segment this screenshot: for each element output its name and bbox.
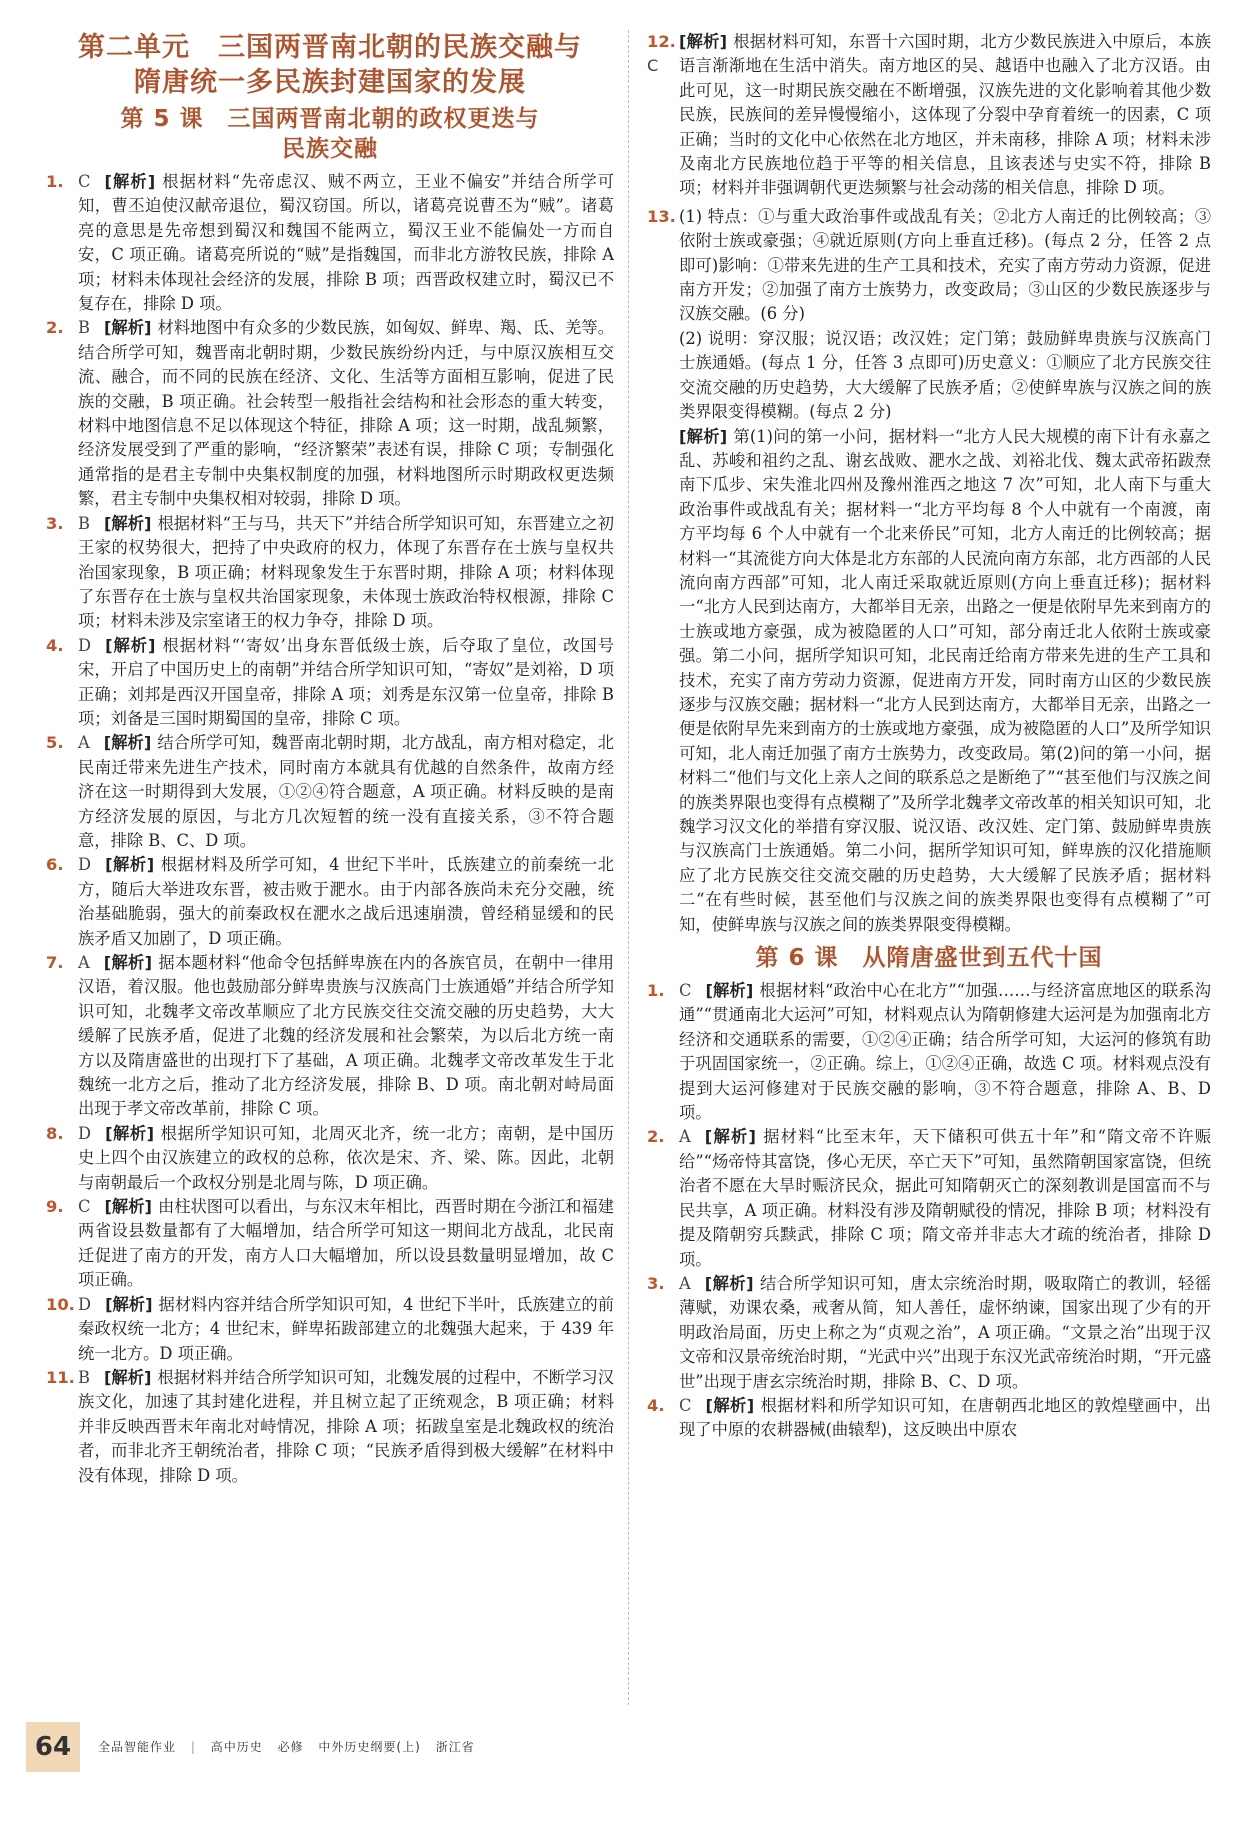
answer-item xyxy=(46,951,614,1122)
item-answer: B xyxy=(78,318,90,338)
item-number: 1. xyxy=(647,981,665,1001)
answer-item-12 xyxy=(647,30,1211,201)
item-number: 4. xyxy=(647,1395,665,1415)
footer-book: 中外历史纲要(上) xyxy=(318,1740,421,1754)
item-text: 根据材料“先帝虑汉、贼不两立，王业不偏安”并结合所学可知，曹丕迫使汉献帝退位，蜀汉窃国。所以，诸葛亮说曹丕为“贼”。诸葛亮的意思是先帝想到蜀汉和魏国不能两立，蜀汉王业不能偏处一方而自安，C 项正确。诸葛亮所说的“贼”是指魏国，而非北方游牧民族，排除 A 项；材料未体现社会经济的发展，排除 B 项；西晋政权建立时，蜀汉已不复存在，排除 D 项。 xyxy=(78,172,614,314)
item-answer: C xyxy=(78,1197,91,1217)
unit-title-line-2: 隋唐统一多民族封建国家的发展 xyxy=(134,67,526,98)
item-text: 结合所学知识可知，唐太宗统治时期，吸取隋亡的教训，轻徭薄赋，劝课农桑，戒奢从简，知人善任，虚怀纳谏，国家出现了少有的开明政治局面，历史上称之为“贞观之治”，A 项正确。“文景之治”出现于汉文帝和汉景帝统治时期，“光武中兴”出现于东汉光武帝统治时期，“开元盛世”出现于唐玄宗统治时期，排除 B、C、D 项。 xyxy=(679,1273,1211,1391)
analysis-tag: [解析] xyxy=(704,1273,754,1293)
answer-item xyxy=(46,634,614,732)
item-answer: D xyxy=(78,635,92,655)
answer-item-13 xyxy=(647,205,1211,327)
right-column xyxy=(647,30,1211,1443)
answer-item xyxy=(647,1394,1211,1443)
item-answer: D xyxy=(78,1294,92,1314)
item-answer: C xyxy=(647,56,659,76)
analysis-tag: [解析] xyxy=(105,1294,153,1314)
lesson-5-answer-list xyxy=(46,170,614,1488)
item-13-analysis xyxy=(647,425,1211,938)
footer-brand: 全品智能作业 xyxy=(98,1740,177,1754)
item-number: 8. xyxy=(46,1123,64,1143)
analysis-tag: [解析] xyxy=(105,1123,155,1143)
item-body xyxy=(78,316,614,511)
answer-item xyxy=(46,316,614,511)
item-answer: C xyxy=(78,172,91,191)
item-text: 据本题材料“他命令包括鲜卑族在内的各族官员，在朝中一律用汉语，着汉服。他也鼓励部分鲜卑贵族与汉族高门士族通婚”并结合所学知识可知，北魏孝文帝改革顺应了北方民族交往交流交融的历史趋势，大大缓解了民族矛盾，促进了北魏的经济发展和社会繁荣，为以后北方统一南方以及隋唐盛世的出现打下了基础，A 项正确。北魏孝文帝改革发生于北魏统一北方之后，推动了北方经济发展，排除 B、D 项。南北朝对峙局面出现于孝文帝改革前，排除 C 项。 xyxy=(78,953,615,1119)
item-number: 10. xyxy=(46,1294,75,1314)
answer-item xyxy=(46,170,614,316)
footer-info xyxy=(98,1738,485,1755)
item-text: 根据所学知识可知，北周灭北齐，统一北方；南朝，是中国历史上四个由汉族建立的政权的总称，依次是宋、齐、梁、陈。因此，北朝与南朝最后一个政权分别是北周与陈，D 项正确。 xyxy=(78,1123,614,1192)
item-number: 3. xyxy=(46,513,64,533)
item-body xyxy=(78,951,614,1122)
item-number: 13. xyxy=(647,206,676,226)
item-body xyxy=(679,1272,1211,1394)
item-number: 7. xyxy=(46,953,64,972)
item-answer: A xyxy=(78,953,90,972)
answer-item xyxy=(46,731,614,853)
item-text: 材料地图中有众多的少数民族，如匈奴、鲜卑、羯、氐、羌等。结合所学可知，魏晋南北朝时期，少数民族纷纷内迁，与中原汉族相互交流、融合，而不同的民族在经济、文化、生活等方面相互影响，促进了民族的交融，B 项正确。社会转型一般指社会结构和社会形态的重大转变，材料中地图信息不足以体现这个特征，排除 A 项；这一时期，战乱频繁，经济发展受到了严重的影响，“经济繁荣”表述有误，排除 C 项；专制强化通常指的是君主专制中央集权制度的加强，材料地图所示时期政权更迭频繁，君主专制中央集权相对较弱，排除 D 项。 xyxy=(78,318,614,509)
answer-item xyxy=(46,1366,614,1488)
item-13-analysis-text: 第(1)问的第一小问，据材料一“北方人民大规模的南下计有永嘉之乱、苏峻和祖约之乱、谢玄战败、淝水之战、刘裕北伐、魏太武帝拓跋焘南下瓜步、宋失淮北四州及豫州淮西之地这 7 次”可知，北人南下与重大政治事件或战乱有关；据材料一“北方平均每 8 个人中就有一个南渡，南方平均每 6 个人中就有一个北来侨民”可知，北方人南迁的比例较高；据材料一“其流徙方向大体是北方东部的人民流向南方东部，北方西部的人民流向南方西部”可知，北人南迁采取就近原则(方向上垂直迁移)；据材料一“北方人民到达南方，大都举目无亲，出路之一便是依附早先来到南方的士族或地方豪强，成为被隐匿的人口”可知，部分南迁北人依附士族或豪强。第二小问，据所学知识可知，北民南迁给南方带来先进的生产工具和技术，充实了南方劳动力资源，促进南方开发，同时南方山区的少数民族逐步与汉族交融；据材料一“北方人民到达南方，大都举目无亲，出路之一便是依附早先来到南方的士族或地方豪强，成为被隐匿的人口”及所学知识可知，北人南迁加强了南方士族势力，改变政局。第(2)问的第一小问，据材料二“他们与文化上亲人之间的联系总之是断绝了”“甚至他们与汉族之间的族类界限也变得有点模糊了”及所学北魏孝文帝改革的相关知识可知，北魏学习汉文化的举措有穿汉服、说汉语、改汉姓、定门第、鼓励鲜卑贵族与汉族高门士族通婚。第二小问，据所学知识可知，鲜卑族的汉化措施顺应了北方民族交往交流交融的历史趋势，大大缓解了民族矛盾；据材料二“在有些时候，甚至他们与汉族之间的族类界限也变得有点模糊了”可知，使鲜卑族与汉族之间的族类界限变得模糊。 xyxy=(679,426,1211,934)
footer-grade: 必修 xyxy=(277,1740,304,1754)
analysis-tag: [解析] xyxy=(704,1127,756,1147)
analysis-tag: [解析] xyxy=(679,32,728,51)
item-13-part-1: (1) 特点：①与重大政治事件或战乱有关；②北方人南迁的比例较高；③依附士族或豪强；④就近原则(方向上垂直迁移)。(每点 2 分，任答 2 点即可)影响：①带来先进的生产工具和技术，充实了南方劳动力资源，促进南方开发；②加强了南方士族势力，改变政局；③山区的少数民族逐步与汉族交融。(6 分) xyxy=(679,206,1211,324)
lesson-6-title: 第 6 课 从隋唐盛世到五代十国 xyxy=(755,945,1103,972)
answer-item xyxy=(46,1122,614,1195)
item-answer: A xyxy=(679,1273,691,1293)
item-body xyxy=(78,731,614,853)
item-body xyxy=(679,1125,1211,1271)
answer-item xyxy=(46,1293,614,1366)
item-body xyxy=(78,170,614,316)
analysis-tag: [解析] xyxy=(105,635,156,655)
item-body xyxy=(679,30,1211,201)
item-text: 根据材料并结合所学知识可知，北魏发展的过程中，不断学习汉族文化，加速了其封建化进程，并且树立起了正统观念，B 项正确；材料并非反映西晋末年南北对峙情况，排除 A 项；拓跋皇室是北魏政权的统治者，而非北齐王朝统治者，排除 C 项；“民族矛盾得到极大缓解”在材料中没有体现，排除 D 项。 xyxy=(78,1367,614,1485)
item-body xyxy=(78,853,614,951)
item-answer: A xyxy=(679,1127,691,1147)
item-number: 1. xyxy=(46,172,64,191)
footer-separator: | xyxy=(190,1740,196,1754)
item-number: 12. C xyxy=(647,32,676,76)
item-text: 根据材料“王与马，共天下”并结合所学知识可知，东晋建立之初王家的权势很大，把持了中央政府的权力，体现了东晋存在士族与皇权共治国家现象，B 项正确；材料现象发生于东晋时期，排除 A 项；材料体现了东晋存在士族与皇权共治国家现象，未体现士族政治特权根源，排除 C 项；材料未涉及宗室诸王的权力争夺，排除 D 项。 xyxy=(78,513,614,631)
item-body xyxy=(78,1122,614,1195)
unit-title-line-1: 第二单元 三国两晋南北朝的民族交融与 xyxy=(78,32,582,63)
item-text: 根据材料和所学知识可知，在唐朝西北地区的敦煌壁画中，出现了中原的农耕器械(曲辕犁)，这反映出中原农 xyxy=(679,1395,1211,1440)
analysis-tag: [解析] xyxy=(103,318,152,338)
footer-province: 浙江省 xyxy=(435,1740,475,1754)
item-text: 根据材料及所学可知，4 世纪下半叶，氐族建立的前秦统一北方，随后大举进攻东晋，被击败于淝水。由于内部各族尚未充分交融，统治基础脆弱，强大的前秦政权在淝水之战后迅速崩溃，曾经稍显缓和的民族矛盾又加剧了，D 项正确。 xyxy=(78,855,614,948)
analysis-tag: [解析] xyxy=(104,1197,152,1217)
item-text: 根据材料“‘寄奴’出身东晋低级士族，后夺取了皇位，改国号宋，开启了中国历史上的南朝”并结合所学知识可知，“寄奴”是刘裕，D 项正确；刘邦是西汉开国皇帝，排除 A 项；刘秀是东汉第一位皇帝，排除 B 项；刘备是三国时期蜀国的皇帝，排除 C 项。 xyxy=(78,635,614,728)
item-body xyxy=(679,1394,1211,1443)
analysis-tag: [解析] xyxy=(103,733,152,753)
item-text: 根据材料“政治中心在北方”“加强……与经济富庶地区的联系沟通”“贯通南北大运河”可知，材料观点认为隋朝修建大运河是为加强南北方经济和交通联系的需要，①②④正确；结合所学可知，大运河的修筑有助于巩固国家统一，②正确。综上，①②④正确，故选 C 项。材料观点没有提到大运河修建对于民族交融的影响，③不符合题意，排除 A、B、D 项。 xyxy=(679,981,1211,1123)
analysis-tag: [解析] xyxy=(103,953,153,972)
page-footer xyxy=(26,1722,1226,1782)
item-body xyxy=(78,634,614,732)
analysis-tag: [解析] xyxy=(103,1367,152,1387)
item-number: 3. xyxy=(647,1273,665,1293)
item-number: 5. xyxy=(46,733,64,753)
item-answer: D xyxy=(78,1123,92,1143)
item-number: 2. xyxy=(647,1127,665,1147)
item-body xyxy=(78,1366,614,1488)
answer-item xyxy=(46,1195,614,1293)
item-number: 2. xyxy=(46,318,64,338)
answer-item xyxy=(46,853,614,951)
lesson-5-title-line-2: 民族交融 xyxy=(282,136,378,162)
column-divider xyxy=(628,30,629,1705)
analysis-tag: [解析] xyxy=(705,981,754,1001)
item-answer: C xyxy=(679,981,692,1001)
item-answer: A xyxy=(78,733,90,753)
analysis-tag: [解析] xyxy=(104,172,156,191)
unit-title xyxy=(46,30,614,100)
lesson-5-title xyxy=(46,104,614,164)
footer-subject: 高中历史 xyxy=(210,1740,263,1754)
item-text: 由柱状图可以看出，与东汉末年相比，西晋时期在今浙江和福建两省设县数量都有了大幅增加，结合所学可知这一期间北方战乱，北民南迁促进了南方的开发，南方人口大幅增加，所以设县数量明显增加，故 C 项正确。 xyxy=(78,1197,614,1290)
item-body xyxy=(78,512,614,634)
item-text: 结合所学可知，魏晋南北朝时期，北方战乱，南方相对稳定，北民南迁带来先进生产技术，同时南方本就具有优越的自然条件，故南方经济在这一时期得到大发展，①②④符合题意，A 项正确。材料反映的是南方经济发展的原因，与北方几次短暂的统一没有直接关系，③不符合题意，排除 B、C、D 项。 xyxy=(78,733,614,850)
item-body xyxy=(78,1293,614,1366)
item-number: 4. xyxy=(46,635,64,655)
item-text: 根据材料可知，东晋十六国时期，北方少数民族进入中原后，本族语言渐渐地在生活中消失。南方地区的吴、越语中也融入了北方汉语。由此可见，这一时期民族交融在不断增强，汉族先进的文化影响着其他少数民族，民族间的差异慢慢缩小，这体现了分裂中孕育着统一的因素，C 项正确；当时的文化中心依然在北方地区，并未南移，排除 A 项；材料未涉及南北方民族地位趋于平等的相关信息，且该表述与史实不符，排除 B 项；材料并非强调朝代更迭频繁与社会动荡的相关信息，排除 D 项。 xyxy=(679,32,1211,198)
left-column xyxy=(46,30,614,1488)
analysis-tag: [解析] xyxy=(105,855,155,875)
item-answer: B xyxy=(78,513,90,533)
item-body xyxy=(679,979,1211,1125)
item-text: 据材料内容并结合所学知识可知，4 世纪下半叶，氐族建立的前秦政权统一北方；4 世纪末，鲜卑拓跋部建立的北魏强大起来，于 439 年统一北方。D 项正确。 xyxy=(78,1294,614,1363)
item-number: 6. xyxy=(46,855,64,875)
item-number: 11. xyxy=(46,1367,75,1387)
page-number: 64 xyxy=(26,1722,80,1772)
item-answer: B xyxy=(78,1367,90,1387)
item-answer: D xyxy=(78,855,92,875)
analysis-tag: [解析] xyxy=(103,513,152,533)
answer-item xyxy=(647,979,1211,1125)
lesson-6-answer-list xyxy=(647,979,1211,1443)
answer-item xyxy=(46,512,614,634)
item-text: 据材料“比至末年，天下储积可供五十年”和“隋文帝不许赈给”“炀帝恃其富饶，侈心无厌，卒亡天下”可知，虽然隋朝国家富饶，但统治者不愿在大旱时赈济民众，据此可知隋朝灭亡的深刻教训是国富而不与民共享，A 项正确。材料没有涉及隋朝赋役的情况，排除 B 项；材料没有提及隋朝穷兵黩武，排除 C 项；隋文帝并非志大才疏的统治者，排除 D 项。 xyxy=(679,1127,1211,1269)
item-body xyxy=(78,1195,614,1293)
item-number: 9. xyxy=(46,1197,64,1217)
item-13-part-2: (2) 说明：穿汉服；说汉语；改汉姓；定门第；鼓励鲜卑贵族与汉族高门士族通婚。(每点 1 分，任答 3 点即可)历史意义：①顺应了北方民族交往交流交融的历史趋势，大大缓解了民族矛盾；②使鲜卑族与汉族之间的族类界限变得模糊。(每点 2 分) xyxy=(679,328,1211,422)
item-answer: C xyxy=(679,1395,692,1415)
answer-item xyxy=(647,1125,1211,1271)
analysis-tag: [解析] xyxy=(679,426,728,446)
lesson-5-title-line-1: 第 5 课 三国两晋南北朝的政权更迭与 xyxy=(120,106,540,132)
answer-item xyxy=(647,1272,1211,1394)
analysis-tag: [解析] xyxy=(705,1395,755,1415)
